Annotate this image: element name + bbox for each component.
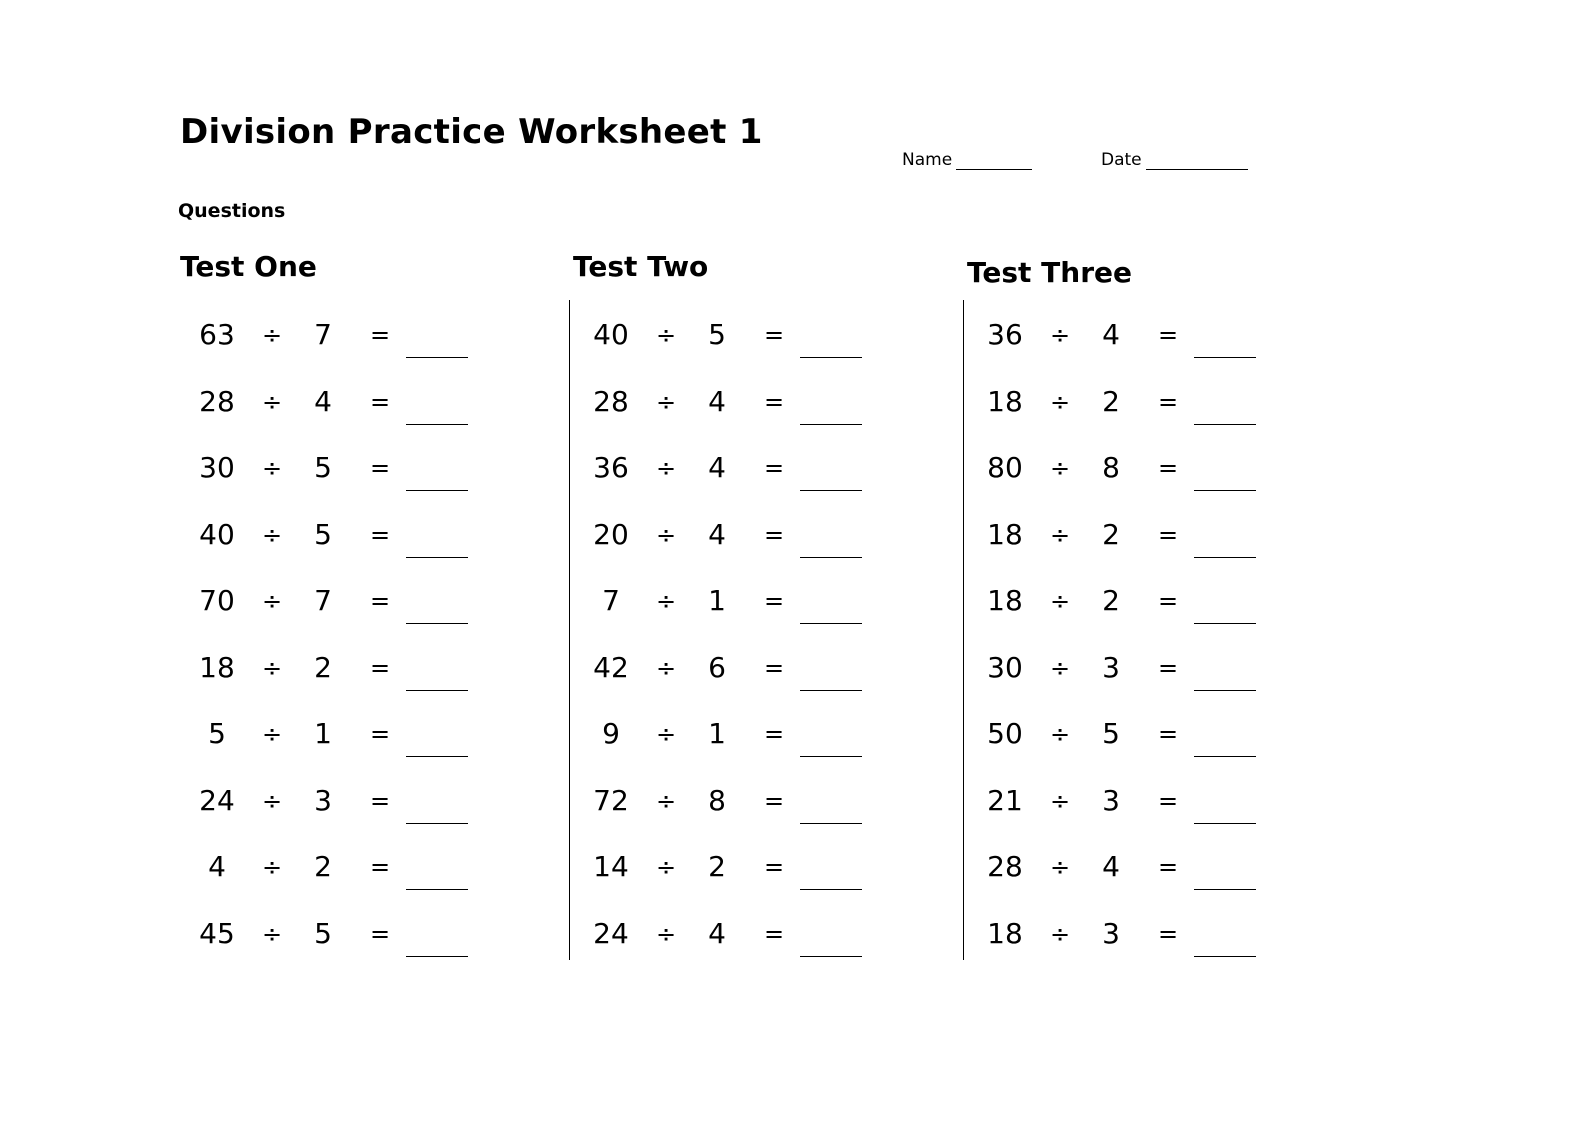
dividend: 18 bbox=[987, 584, 1023, 617]
equals-sign: = bbox=[370, 919, 391, 948]
answer-blank[interactable] bbox=[406, 756, 468, 757]
equals-sign: = bbox=[1158, 919, 1179, 948]
dividend: 50 bbox=[987, 717, 1023, 750]
divisor: 1 bbox=[314, 717, 332, 750]
equals-sign: = bbox=[764, 587, 785, 615]
dividend: 18 bbox=[987, 384, 1023, 418]
equals-sign: = bbox=[764, 520, 785, 549]
problem-row bbox=[194, 439, 494, 505]
divisor: 2 bbox=[1102, 517, 1120, 551]
problem-row bbox=[982, 439, 1282, 505]
answer-blank[interactable] bbox=[406, 956, 468, 957]
answer-blank[interactable] bbox=[406, 490, 468, 491]
problem-row bbox=[588, 506, 888, 572]
equals-sign: = bbox=[1158, 587, 1179, 615]
dividend: 28 bbox=[987, 850, 1023, 883]
answer-blank[interactable] bbox=[1194, 956, 1256, 957]
test-heading-one: Test One bbox=[180, 250, 317, 283]
problem-row bbox=[588, 838, 888, 904]
problem-row bbox=[982, 572, 1282, 638]
divisor: 4 bbox=[708, 916, 726, 950]
divisor: 7 bbox=[314, 584, 332, 617]
division-sign: ÷ bbox=[262, 786, 283, 815]
date-field[interactable] bbox=[1101, 142, 1248, 170]
division-sign: ÷ bbox=[1050, 520, 1071, 549]
dividend: 24 bbox=[199, 783, 235, 817]
divisor: 3 bbox=[1102, 916, 1120, 950]
equals-sign: = bbox=[764, 321, 785, 349]
equals-sign: = bbox=[1158, 720, 1179, 748]
divisor: 4 bbox=[1102, 850, 1120, 883]
division-sign: ÷ bbox=[656, 454, 677, 482]
divisor: 2 bbox=[1102, 584, 1120, 617]
division-sign: ÷ bbox=[262, 321, 283, 349]
division-sign: ÷ bbox=[1050, 919, 1071, 948]
problem-row bbox=[588, 572, 888, 638]
divisor: 6 bbox=[708, 650, 726, 684]
dividend: 42 bbox=[593, 650, 629, 684]
division-sign: ÷ bbox=[656, 387, 677, 416]
problem-row bbox=[982, 373, 1282, 439]
equals-sign: = bbox=[370, 720, 391, 748]
problem-row bbox=[588, 905, 888, 971]
answer-blank[interactable] bbox=[800, 557, 862, 558]
problem-row bbox=[588, 772, 888, 838]
divisor: 7 bbox=[314, 318, 332, 351]
division-sign: ÷ bbox=[1050, 387, 1071, 416]
answer-blank[interactable] bbox=[800, 889, 862, 890]
divisor: 4 bbox=[708, 517, 726, 551]
dividend: 14 bbox=[593, 850, 629, 883]
answer-blank[interactable] bbox=[800, 756, 862, 757]
division-sign: ÷ bbox=[1050, 321, 1071, 349]
divisor: 2 bbox=[314, 650, 332, 684]
date-label: Date bbox=[1101, 150, 1142, 170]
name-label: Name bbox=[902, 150, 953, 170]
answer-blank[interactable] bbox=[406, 424, 468, 425]
problem-row bbox=[194, 572, 494, 638]
equals-sign: = bbox=[370, 587, 391, 615]
problem-row bbox=[588, 306, 888, 372]
equals-sign: = bbox=[1158, 786, 1179, 815]
dividend: 28 bbox=[199, 384, 235, 418]
division-sign: ÷ bbox=[1050, 786, 1071, 815]
answer-blank[interactable] bbox=[800, 490, 862, 491]
problem-row bbox=[194, 838, 494, 904]
equals-sign: = bbox=[1158, 853, 1179, 881]
dividend: 21 bbox=[987, 783, 1023, 817]
division-sign: ÷ bbox=[656, 720, 677, 748]
divisor: 4 bbox=[708, 451, 726, 484]
answer-blank[interactable] bbox=[1194, 357, 1256, 358]
equals-sign: = bbox=[764, 786, 785, 815]
division-sign: ÷ bbox=[262, 653, 283, 682]
problem-row bbox=[588, 705, 888, 771]
name-blank-line[interactable] bbox=[956, 147, 1032, 170]
answer-blank[interactable] bbox=[800, 623, 862, 624]
division-sign: ÷ bbox=[1050, 653, 1071, 682]
division-sign: ÷ bbox=[656, 786, 677, 815]
dividend: 18 bbox=[987, 517, 1023, 551]
problem-row bbox=[194, 639, 494, 705]
dividend: 9 bbox=[602, 717, 620, 750]
problem-row bbox=[982, 838, 1282, 904]
divisor: 4 bbox=[708, 384, 726, 418]
division-sign: ÷ bbox=[1050, 720, 1071, 748]
divisor: 5 bbox=[1102, 717, 1120, 750]
divisor: 2 bbox=[314, 850, 332, 883]
answer-blank[interactable] bbox=[800, 357, 862, 358]
equals-sign: = bbox=[764, 919, 785, 948]
answer-blank[interactable] bbox=[800, 956, 862, 957]
division-sign: ÷ bbox=[262, 853, 283, 881]
equals-sign: = bbox=[370, 387, 391, 416]
divisor: 5 bbox=[314, 517, 332, 551]
division-sign: ÷ bbox=[656, 853, 677, 881]
problem-row bbox=[194, 705, 494, 771]
dividend: 30 bbox=[987, 650, 1023, 684]
problem-row bbox=[194, 506, 494, 572]
answer-blank[interactable] bbox=[406, 690, 468, 691]
divisor: 1 bbox=[708, 584, 726, 617]
division-sign: ÷ bbox=[656, 587, 677, 615]
dividend: 63 bbox=[199, 318, 235, 351]
problem-row bbox=[588, 373, 888, 439]
answer-blank[interactable] bbox=[1194, 557, 1256, 558]
problem-row bbox=[982, 705, 1282, 771]
dividend: 7 bbox=[602, 584, 620, 617]
divisor: 3 bbox=[1102, 783, 1120, 817]
equals-sign: = bbox=[764, 720, 785, 748]
dividend: 36 bbox=[987, 318, 1023, 351]
dividend: 4 bbox=[208, 850, 226, 883]
divisor: 3 bbox=[1102, 650, 1120, 684]
column-divider bbox=[963, 300, 964, 960]
equals-sign: = bbox=[764, 653, 785, 682]
equals-sign: = bbox=[764, 853, 785, 881]
divisor: 2 bbox=[708, 850, 726, 883]
problem-row bbox=[982, 772, 1282, 838]
dividend: 18 bbox=[987, 916, 1023, 950]
equals-sign: = bbox=[370, 454, 391, 482]
dividend: 20 bbox=[593, 517, 629, 551]
division-sign: ÷ bbox=[262, 720, 283, 748]
page-title: Division Practice Worksheet 1 bbox=[180, 112, 763, 152]
dividend: 5 bbox=[208, 717, 226, 750]
dividend: 40 bbox=[199, 517, 235, 551]
date-blank-line[interactable] bbox=[1146, 147, 1248, 170]
divisor: 2 bbox=[1102, 384, 1120, 418]
problem-row bbox=[194, 306, 494, 372]
division-sign: ÷ bbox=[656, 919, 677, 948]
equals-sign: = bbox=[1158, 387, 1179, 416]
test-heading-three: Test Three bbox=[967, 256, 1132, 289]
problem-row bbox=[588, 439, 888, 505]
equals-sign: = bbox=[1158, 653, 1179, 682]
answer-blank[interactable] bbox=[406, 623, 468, 624]
divisor: 5 bbox=[314, 916, 332, 950]
divisor: 3 bbox=[314, 783, 332, 817]
dividend: 70 bbox=[199, 584, 235, 617]
problem-row bbox=[588, 639, 888, 705]
division-sign: ÷ bbox=[656, 653, 677, 682]
answer-blank[interactable] bbox=[1194, 690, 1256, 691]
dividend: 40 bbox=[593, 318, 629, 351]
answer-blank[interactable] bbox=[1194, 823, 1256, 824]
test-heading-two: Test Two bbox=[573, 250, 709, 283]
equals-sign: = bbox=[370, 786, 391, 815]
division-sign: ÷ bbox=[262, 454, 283, 482]
answer-blank[interactable] bbox=[1194, 424, 1256, 425]
division-sign: ÷ bbox=[1050, 587, 1071, 615]
dividend: 28 bbox=[593, 384, 629, 418]
answer-blank[interactable] bbox=[800, 823, 862, 824]
equals-sign: = bbox=[764, 387, 785, 416]
answer-blank[interactable] bbox=[800, 424, 862, 425]
answer-blank[interactable] bbox=[406, 823, 468, 824]
division-sign: ÷ bbox=[656, 520, 677, 549]
equals-sign: = bbox=[370, 853, 391, 881]
division-sign: ÷ bbox=[262, 387, 283, 416]
answer-blank[interactable] bbox=[1194, 490, 1256, 491]
division-sign: ÷ bbox=[262, 919, 283, 948]
name-field[interactable] bbox=[902, 142, 1032, 170]
equals-sign: = bbox=[1158, 321, 1179, 349]
answer-blank[interactable] bbox=[406, 557, 468, 558]
dividend: 80 bbox=[987, 451, 1023, 484]
divisor: 1 bbox=[708, 717, 726, 750]
problem-row bbox=[194, 772, 494, 838]
answer-blank[interactable] bbox=[1194, 623, 1256, 624]
problem-row bbox=[982, 306, 1282, 372]
divisor: 8 bbox=[1102, 451, 1120, 484]
answer-blank[interactable] bbox=[1194, 889, 1256, 890]
dividend: 36 bbox=[593, 451, 629, 484]
divisor: 8 bbox=[708, 783, 726, 817]
equals-sign: = bbox=[370, 520, 391, 549]
divisor: 5 bbox=[708, 318, 726, 351]
answer-blank[interactable] bbox=[800, 690, 862, 691]
dividend: 45 bbox=[199, 916, 235, 950]
divisor: 5 bbox=[314, 451, 332, 484]
dividend: 18 bbox=[199, 650, 235, 684]
dividend: 30 bbox=[199, 451, 235, 484]
problem-row bbox=[982, 639, 1282, 705]
dividend: 24 bbox=[593, 916, 629, 950]
equals-sign: = bbox=[370, 321, 391, 349]
problem-row bbox=[982, 905, 1282, 971]
equals-sign: = bbox=[370, 653, 391, 682]
problem-row bbox=[194, 373, 494, 439]
answer-blank[interactable] bbox=[1194, 756, 1256, 757]
equals-sign: = bbox=[764, 454, 785, 482]
answer-blank[interactable] bbox=[406, 357, 468, 358]
division-sign: ÷ bbox=[1050, 454, 1071, 482]
division-sign: ÷ bbox=[262, 520, 283, 549]
problem-row bbox=[982, 506, 1282, 572]
answer-blank[interactable] bbox=[406, 889, 468, 890]
column-divider bbox=[569, 300, 570, 960]
division-sign: ÷ bbox=[656, 321, 677, 349]
dividend: 72 bbox=[593, 783, 629, 817]
division-sign: ÷ bbox=[262, 587, 283, 615]
equals-sign: = bbox=[1158, 454, 1179, 482]
divisor: 4 bbox=[1102, 318, 1120, 351]
questions-label: Questions bbox=[178, 200, 286, 222]
division-sign: ÷ bbox=[1050, 853, 1071, 881]
equals-sign: = bbox=[1158, 520, 1179, 549]
problem-row bbox=[194, 905, 494, 971]
divisor: 4 bbox=[314, 384, 332, 418]
